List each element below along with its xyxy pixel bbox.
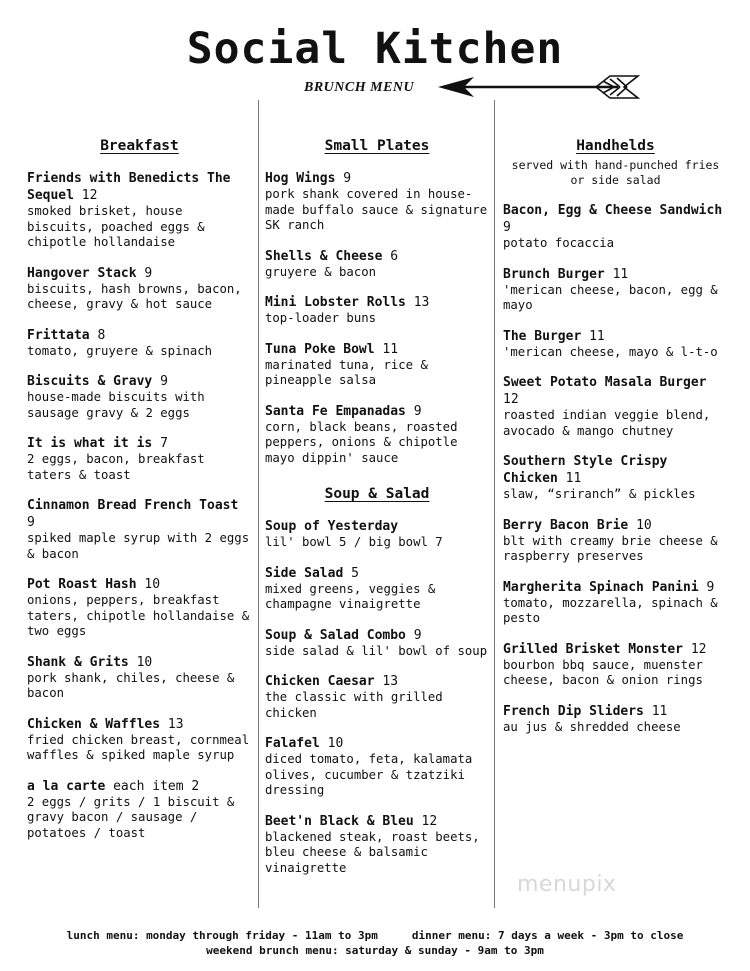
item-price: 7 bbox=[160, 436, 168, 451]
item-name: Side Salad bbox=[265, 565, 344, 581]
item-price: 9 bbox=[27, 515, 35, 530]
restaurant-title: Social Kitchen bbox=[186, 24, 564, 74]
item-price: 9 bbox=[160, 374, 168, 389]
item-description: slaw, “sriranch” & pickles bbox=[503, 487, 696, 501]
column-divider-left bbox=[258, 100, 259, 908]
item-name: Biscuits & Gravy bbox=[27, 374, 153, 389]
footer-dinner: dinner menu: 7 days a week - 3pm to close bbox=[411, 929, 684, 942]
item-price: 9 bbox=[706, 579, 715, 595]
menu-item bbox=[265, 518, 489, 551]
item-price: 13 bbox=[382, 674, 399, 689]
item-title bbox=[265, 813, 489, 830]
item-description: gruyere & bacon bbox=[265, 264, 377, 279]
item-name: It is what it is bbox=[27, 436, 153, 451]
item-description: corn, black beans, roasted peppers, onions & chipotle mayo dippin' sauce bbox=[265, 419, 458, 465]
item-price: 12 bbox=[81, 188, 98, 203]
menu-item bbox=[503, 266, 728, 314]
item-description: top-loader buns bbox=[265, 311, 377, 325]
item-name: The Burger bbox=[503, 328, 582, 344]
menu-item bbox=[503, 202, 728, 252]
item-price: 11 bbox=[565, 471, 582, 486]
item-name: Grilled Brisket Monster bbox=[503, 641, 684, 657]
item-title bbox=[27, 576, 252, 593]
item-description: 'merican cheese, bacon, egg & mayo bbox=[503, 282, 718, 312]
item-description: smoked brisket, house biscuits, poached eggs & chipotle hollandaise bbox=[27, 204, 205, 249]
item-price: 11 bbox=[612, 266, 629, 282]
footer-lunch: lunch menu: monday through friday - 11am to 3pm bbox=[66, 929, 378, 942]
section-note: served with hand-punched fries or side salad bbox=[511, 158, 720, 187]
item-name: Southern Style Crispy Chicken bbox=[503, 454, 668, 486]
item-name: Shank & Grits bbox=[27, 654, 129, 670]
item-price: 10 bbox=[136, 654, 153, 670]
item-title bbox=[27, 170, 252, 204]
item-price: 9 bbox=[413, 403, 422, 419]
item-name: Brunch Burger bbox=[503, 266, 605, 282]
menu-subtitle: BRUNCH MENU bbox=[304, 80, 415, 95]
item-description: roasted indian veggie blend, avocado & mango chutney bbox=[503, 408, 711, 438]
menu-item bbox=[265, 565, 489, 613]
item-name: Chicken & Waffles bbox=[27, 716, 161, 732]
item-price: 11 bbox=[589, 328, 605, 344]
menu-item bbox=[503, 453, 728, 503]
item-title bbox=[27, 373, 252, 390]
item-title bbox=[503, 328, 728, 345]
item-description: potato focaccia bbox=[503, 236, 615, 250]
menu-item bbox=[27, 327, 252, 360]
item-description: lil' bowl 5 / big bowl 7 bbox=[265, 535, 443, 549]
menu-item bbox=[265, 813, 489, 877]
menu-item bbox=[503, 703, 728, 736]
item-title bbox=[503, 641, 728, 658]
middle-column bbox=[265, 138, 489, 890]
item-title bbox=[27, 435, 252, 452]
menu-item bbox=[27, 497, 252, 562]
item-name: Frittata bbox=[27, 327, 90, 343]
menu-item bbox=[27, 435, 252, 483]
item-title bbox=[27, 716, 252, 733]
item-price: 10 bbox=[144, 577, 161, 592]
item-title bbox=[265, 673, 489, 690]
item-price: 12 bbox=[421, 813, 438, 829]
item-description: 'merican cheese, mayo & l-t-o bbox=[503, 344, 718, 359]
item-name: a la carte bbox=[27, 778, 106, 794]
item-description: side salad & lil' bowl of soup bbox=[265, 643, 488, 658]
footer-hours-line1 bbox=[0, 929, 750, 942]
item-name: Hangover Stack bbox=[27, 265, 137, 281]
item-title bbox=[503, 266, 728, 283]
menu-item bbox=[265, 403, 489, 467]
item-description: mixed greens, veggies & champagne vinaigrette bbox=[265, 581, 436, 611]
item-name: Friends with Benedicts The Sequel bbox=[27, 171, 231, 203]
item-title bbox=[503, 374, 728, 408]
item-name: Chicken Caesar bbox=[265, 674, 375, 689]
watermark: menupix bbox=[517, 872, 617, 897]
menu-item bbox=[503, 374, 728, 439]
menu-item bbox=[27, 576, 252, 640]
item-price: 13 bbox=[413, 295, 430, 310]
item-description: pork shank, chiles, cheese & bacon bbox=[27, 670, 235, 700]
item-description: marinated tuna, rice & pineapple salsa bbox=[265, 357, 428, 387]
menu-item bbox=[265, 627, 489, 660]
item-description: pork shank covered in house-made buffalo sauce & signature SK ranch bbox=[265, 187, 488, 232]
menu-item bbox=[265, 170, 489, 234]
menu-item bbox=[27, 654, 252, 702]
item-description: biscuits, hash browns, bacon, cheese, gravy & hot sauce bbox=[27, 281, 242, 311]
item-price: 5 bbox=[351, 565, 359, 581]
item-title bbox=[27, 654, 252, 671]
menu-item bbox=[503, 328, 728, 361]
item-price: 8 bbox=[97, 327, 106, 343]
item-price: 9 bbox=[413, 627, 422, 643]
item-name: Mini Lobster Rolls bbox=[265, 295, 406, 310]
item-description: tomato, mozzarella, spinach & pesto bbox=[503, 595, 718, 625]
item-description: house-made biscuits with sausage gravy & 2 eggs bbox=[27, 390, 205, 420]
item-price: 12 bbox=[690, 641, 707, 657]
item-description: au jus & shredded cheese bbox=[503, 719, 681, 734]
section-heading: Handhelds bbox=[576, 138, 655, 154]
item-price: 12 bbox=[503, 392, 519, 407]
menu-item bbox=[265, 673, 489, 721]
item-name: Berry Bacon Brie bbox=[503, 517, 629, 533]
item-description: 2 eggs / grits / 1 biscuit & gravy bacon / sausage / potatoes / toast bbox=[27, 794, 235, 840]
item-name: Margherita Spinach Panini bbox=[503, 579, 699, 595]
item-name: French Dip Sliders bbox=[503, 703, 644, 719]
item-description: onions, peppers, breakfast taters, chipotle hollandaise & two eggs bbox=[27, 593, 250, 638]
item-title bbox=[265, 627, 489, 644]
item-description: 2 eggs, bacon, breakfast taters & toast bbox=[27, 452, 205, 482]
section-heading: Breakfast bbox=[100, 138, 179, 154]
item-title bbox=[27, 778, 252, 795]
item-title bbox=[503, 202, 728, 236]
item-price: 9 bbox=[503, 220, 511, 235]
item-name: Sweet Potato Masala Burger bbox=[503, 375, 707, 390]
arrow-icon bbox=[438, 73, 648, 101]
item-price: 13 bbox=[167, 716, 184, 732]
item-title bbox=[265, 248, 489, 265]
menu-item bbox=[27, 265, 252, 313]
handhelds-column bbox=[503, 138, 728, 749]
item-price: 10 bbox=[327, 736, 344, 751]
item-title bbox=[27, 265, 252, 282]
item-description: diced tomato, feta, kalamata olives, cucumber & tzatziki dressing bbox=[265, 752, 473, 797]
item-name: Bacon, Egg & Cheese Sandwich bbox=[503, 203, 723, 218]
item-title bbox=[265, 735, 489, 752]
item-price: 10 bbox=[636, 517, 652, 533]
menu-item bbox=[265, 248, 489, 281]
item-description: tomato, gruyere & spinach bbox=[27, 343, 213, 358]
item-name: Shells & Cheese bbox=[265, 248, 383, 264]
item-name: Soup of Yesterday bbox=[265, 519, 399, 534]
item-title bbox=[503, 517, 728, 534]
item-title bbox=[265, 403, 489, 420]
item-name: Tuna Poke Bowl bbox=[265, 341, 375, 357]
item-price: 11 bbox=[651, 703, 668, 719]
item-description: fried chicken breast, cornmeal waffles & spiked maple syrup bbox=[27, 732, 250, 762]
item-title bbox=[27, 327, 252, 344]
item-price: 6 bbox=[390, 248, 399, 264]
menu-item bbox=[27, 373, 252, 421]
item-title bbox=[265, 341, 489, 358]
menu-item bbox=[27, 170, 252, 251]
item-name: Soup & Salad Combo bbox=[265, 627, 406, 643]
menu-item bbox=[503, 579, 728, 627]
item-name: Cinnamon Bread French Toast bbox=[27, 498, 239, 513]
item-name: Pot Roast Hash bbox=[27, 577, 137, 592]
item-title bbox=[503, 703, 728, 720]
item-price: 9 bbox=[144, 265, 153, 281]
breakfast-column bbox=[27, 138, 252, 855]
item-description: bourbon bbq sauce, muenster cheese, bacon & onion rings bbox=[503, 657, 703, 687]
item-name: Falafel bbox=[265, 736, 320, 751]
menu-item bbox=[265, 294, 489, 327]
item-description: spiked maple syrup with 2 eggs & bacon bbox=[27, 531, 250, 561]
item-title bbox=[265, 518, 489, 535]
item-description: blt with creamy brie cheese & raspberry preserves bbox=[503, 533, 718, 563]
menu-item bbox=[27, 716, 252, 764]
item-name: Beet'n Black & Bleu bbox=[265, 813, 414, 829]
menu-item bbox=[503, 517, 728, 565]
item-title bbox=[503, 453, 728, 487]
footer-weekend: weekend brunch menu: saturday & sunday - 9am to 3pm bbox=[206, 944, 544, 957]
menu-item bbox=[265, 341, 489, 389]
item-title bbox=[265, 170, 489, 187]
section-heading: Small Plates bbox=[324, 138, 430, 154]
item-title bbox=[265, 565, 489, 582]
column-divider-right bbox=[494, 100, 495, 908]
item-price: each item 2 bbox=[113, 778, 200, 794]
item-name: Hog Wings bbox=[265, 171, 336, 186]
menu-item bbox=[503, 641, 728, 689]
menu-item bbox=[27, 778, 252, 842]
item-title bbox=[27, 497, 252, 531]
item-title bbox=[265, 294, 489, 311]
section-heading: Soup & Salad bbox=[324, 486, 430, 502]
item-name: Santa Fe Empanadas bbox=[265, 403, 406, 419]
item-description: blackened steak, roast beets, bleu cheese & balsamic vinaigrette bbox=[265, 829, 480, 875]
menu-item bbox=[265, 735, 489, 799]
item-price: 11 bbox=[382, 341, 399, 357]
item-title bbox=[503, 579, 728, 596]
item-price: 9 bbox=[343, 171, 352, 186]
item-description: the classic with grilled chicken bbox=[265, 690, 443, 720]
